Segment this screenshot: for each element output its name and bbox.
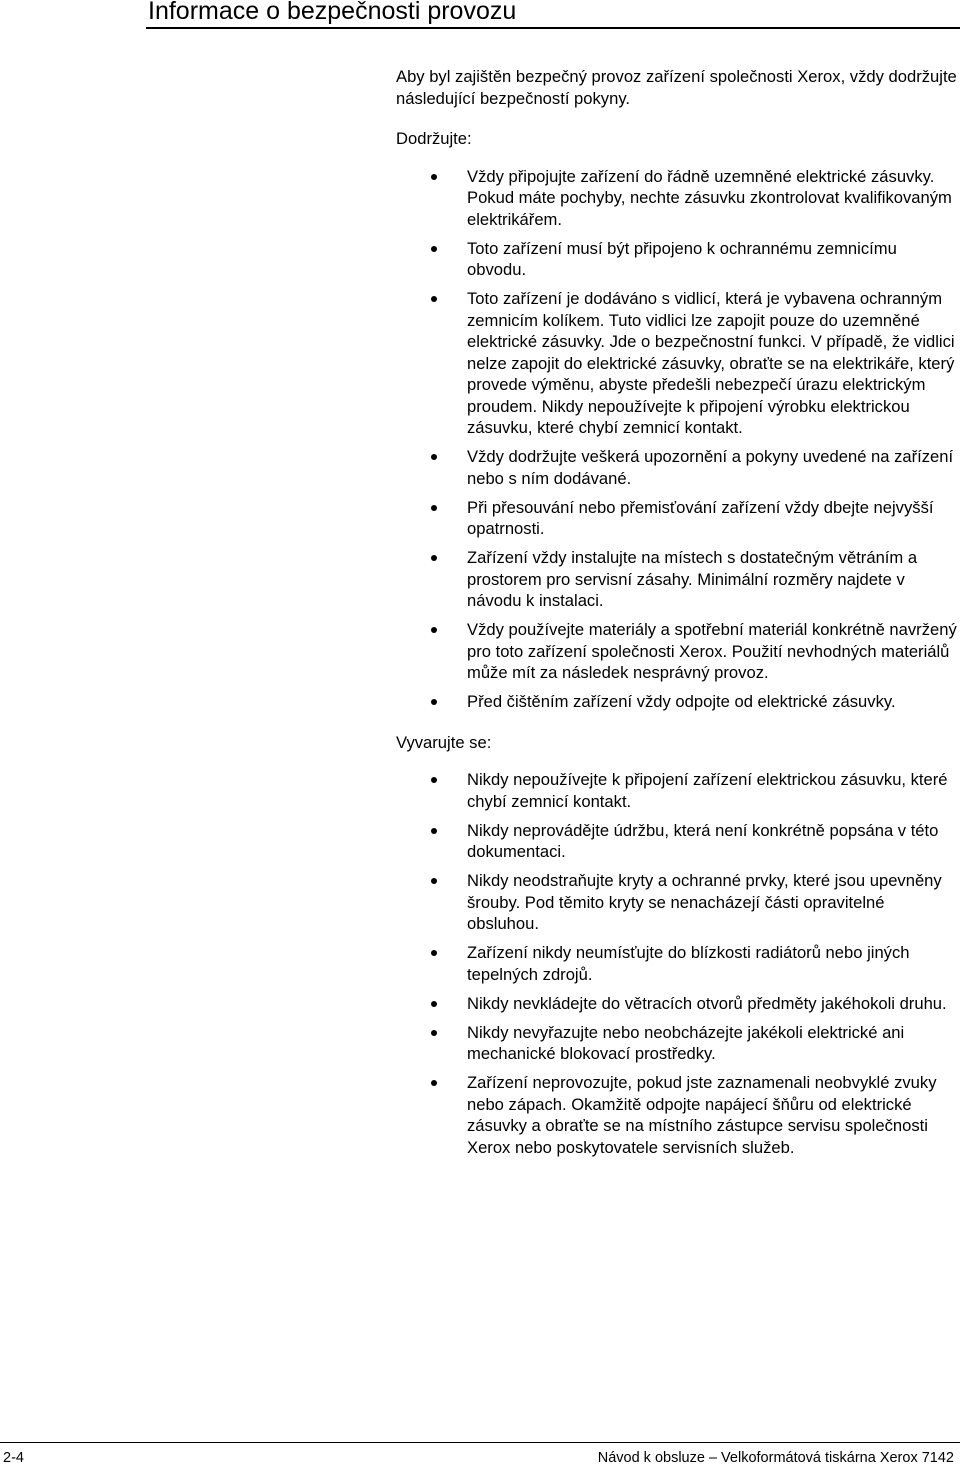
list-item: Při přesouvání nebo přemisťování zařízení vždy dbejte nejvyšší opatrnosti. xyxy=(396,497,958,540)
list-item: Nikdy neprovádějte údržbu, která není konkrétně popsána v této dokumentaci. xyxy=(396,820,958,863)
section-heading-dodrzujte: Dodržujte: xyxy=(396,129,472,148)
list-item: Vždy používejte materiály a spotřební materiál konkrétně navržený pro toto zařízení společnosti Xerox. Použití nevhodných materiálů může mít za následek nesprávný provoz. xyxy=(396,619,958,684)
bullet-icon xyxy=(431,950,437,956)
title-rule xyxy=(146,27,960,29)
bullet-icon xyxy=(431,878,437,884)
footer-document-title: Návod k obsluze – Velkoformátová tiskárna Xerox 7142 xyxy=(597,1450,954,1466)
bullet-icon xyxy=(431,246,437,252)
list-item: Zařízení vždy instalujte na místech s dostatečným větráním a prostorem pro servisní zásahy. Minimální rozměry najdete v návodu k instalaci. xyxy=(396,547,958,612)
bullet-icon xyxy=(431,828,437,834)
bullet-icon xyxy=(431,1080,437,1086)
bullet-icon xyxy=(431,505,437,511)
intro-paragraph: Aby byl zajištěn bezpečný provoz zařízení společnosti Xerox, vždy dodržujte následující bezpečností pokyny. xyxy=(396,67,957,108)
bullet-icon xyxy=(431,1030,437,1036)
bullet-icon xyxy=(431,454,437,460)
list-item: Vždy dodržujte veškerá upozornění a pokyny uvedené na zařízení nebo s ním dodávané. xyxy=(396,446,958,489)
bullet-list-dodrzujte xyxy=(396,166,958,713)
list-item: Nikdy neodstraňujte kryty a ochranné prvky, které jsou upevněny šrouby. Pod těmito kryty se nenacházejí části opravitelné obsluhou. xyxy=(396,870,958,935)
list-item: Nikdy nepoužívejte k připojení zařízení elektrickou zásuvku, které chybí zemnicí kontakt. xyxy=(396,769,958,812)
list-item: Toto zařízení musí být připojeno k ochrannému zemnicímu obvodu. xyxy=(396,238,958,281)
bullet-icon xyxy=(431,1001,437,1007)
bullet-icon xyxy=(431,296,437,302)
list-item: Zařízení nikdy neumísťujte do blízkosti radiátorů nebo jiných tepelných zdrojů. xyxy=(396,942,958,985)
page-title: Informace o bezpečnosti provozu xyxy=(148,0,517,25)
list-item: Nikdy nevkládejte do větracích otvorů předměty jakéhokoli druhu. xyxy=(396,993,958,1015)
list-item: Před čištěním zařízení vždy odpojte od elektrické zásuvky. xyxy=(396,691,958,713)
list-item: Zařízení neprovozujte, pokud jste zaznamenali neobvyklé zvuky nebo zápach. Okamžitě odpojte napájecí šňůru od elektrické zásuvky a obraťte se na místního zástupce servisu společnosti Xerox nebo poskytovatele servisních služeb. xyxy=(396,1072,958,1158)
footer-page-number: 2-4 xyxy=(3,1450,24,1466)
list-item: Toto zařízení je dodáváno s vidlicí, která je vybavena ochranným zemnicím kolíkem. Tuto vidlici lze zapojit pouze do uzemněné elektrické zásuvky. Jde o bezpečnostní funkci. V případě, že vidlici nelze zapojit do elektrické zásuvky, obraťte se na elektrikáře, který provede výměnu, abyste předešli nebezpečí úrazu elektrickým proudem. Nikdy nepoužívejte k připojení výrobku elektrickou zásuvku, které chybí zemnicí kontakt. xyxy=(396,288,958,439)
section-heading-vyvarujte: Vyvarujte se: xyxy=(396,732,492,752)
bullet-icon xyxy=(431,699,437,705)
footer-rule xyxy=(0,1442,960,1443)
bullet-icon xyxy=(431,174,437,180)
bullet-list-vyvarujte xyxy=(396,769,958,1158)
list-item: Vždy připojujte zařízení do řádně uzemněné elektrické zásuvky. Pokud máte pochyby, nechte zásuvku zkontrolovat kvalifikovaným elektrikářem. xyxy=(396,166,958,231)
bullet-icon xyxy=(431,777,437,783)
content xyxy=(396,66,958,1158)
bullet-icon xyxy=(431,627,437,633)
list-item: Nikdy nevyřazujte nebo neobcházejte jakékoli elektrické ani mechanické blokovací prostředky. xyxy=(396,1022,958,1065)
bullet-icon xyxy=(431,555,437,561)
